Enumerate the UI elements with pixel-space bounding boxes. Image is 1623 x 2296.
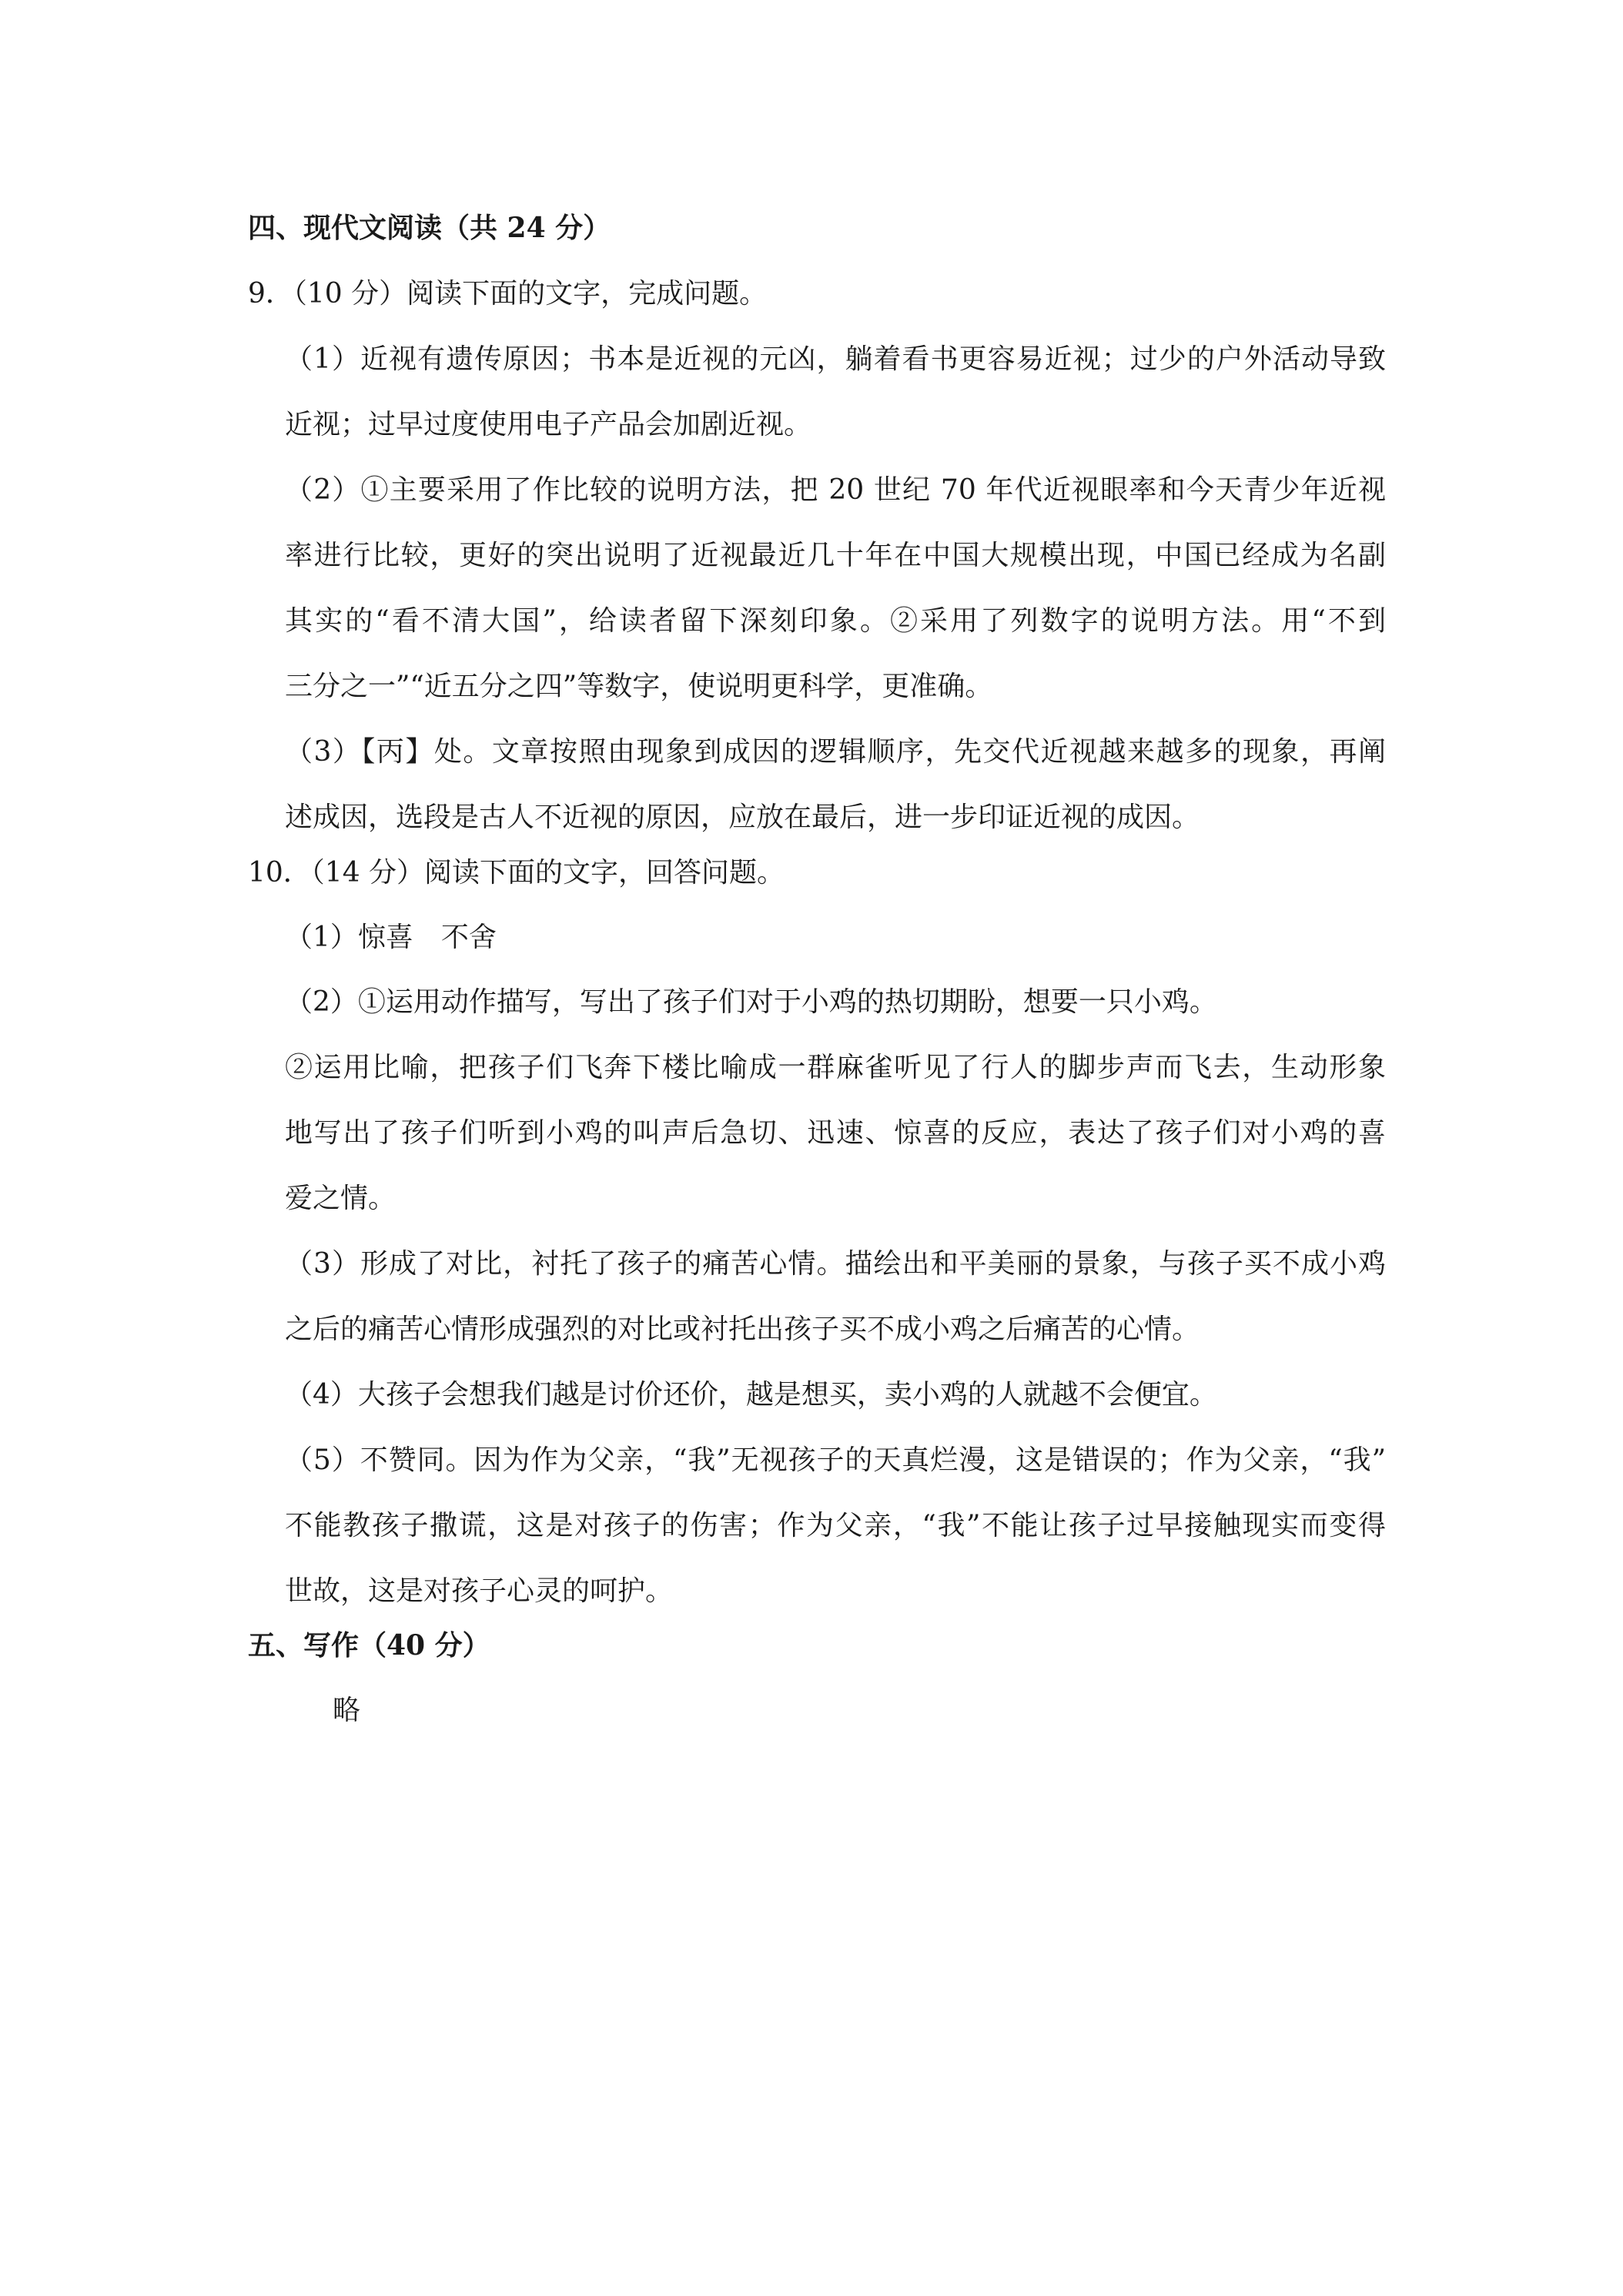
q10-answer-4-line-1: （4）大孩子会想我们越是讨价还价，越是想买，卖小鸡的人就越不会便宜。 bbox=[285, 1379, 1217, 1411]
q9-answer-1-line-1: （1）近视有遗传原因；书本是近视的元凶，躺着看书更容易近视；过少的户外活动导致 bbox=[285, 343, 1386, 375]
q10-answer-2-line-1: （2）①运用动作描写，写出了孩子们对于小鸡的热切期盼，想要一只小鸡。 bbox=[285, 986, 1217, 1018]
section-heading-writing: 五、写作（40 分） bbox=[248, 1629, 490, 1662]
q9-answer-2-line-2: 率进行比较，更好的突出说明了近视最近几十年在中国大规模出现，中国已经成为名副 bbox=[285, 540, 1386, 571]
q10-answer-5-line-2: 不能教孩子撒谎，这是对孩子的伤害；作为父亲，“我”不能让孩子过早接触现实而变得 bbox=[285, 1510, 1386, 1541]
q9-answer-2-line-4: 三分之一”“近五分之四”等数字，使说明更科学，更准确。 bbox=[285, 671, 993, 702]
q10-answer-5-line-1: （5）不赞同。因为作为父亲，“我”无视孩子的天真烂漫，这是错误的；作为父亲，“我” bbox=[285, 1444, 1386, 1476]
question-9-title: 9．（10 分）阅读下面的文字，完成问题。 bbox=[248, 278, 768, 310]
q9-answer-2-line-3: 其实的“看不清大国”，给读者留下深刻印象。②采用了列数字的说明方法。用“不到 bbox=[285, 605, 1386, 637]
q10-answer-2-line-3: 地写出了孩子们听到小鸡的叫声后急切、迅速、惊喜的反应，表达了孩子们对小鸡的喜 bbox=[285, 1117, 1386, 1149]
q10-answer-3-line-2: 之后的痛苦心情形成强烈的对比或衬托出孩子买不成小鸡之后痛苦的心情。 bbox=[285, 1314, 1200, 1345]
q9-answer-3-line-2: 述成因，选段是古人不近视的原因，应放在最后，进一步印证近视的成因。 bbox=[285, 802, 1200, 833]
q9-answer-3-line-1: （3）【丙】处。文章按照由现象到成因的逻辑顺序，先交代近视越来越多的现象，再阐 bbox=[285, 736, 1386, 768]
q9-answer-1-line-2: 近视；过早过度使用电子产品会加剧近视。 bbox=[285, 409, 812, 440]
writing-body: 略 bbox=[333, 1695, 361, 1726]
q10-answer-1-line-1: （1）惊喜 不舍 bbox=[285, 922, 497, 953]
section-heading-modern-reading: 四、现代文阅读（共 24 分） bbox=[248, 212, 611, 244]
q9-answer-2-line-1: （2）①主要采用了作比较的说明方法，把 20 世纪 70 年代近视眼率和今天青少年近视 bbox=[285, 474, 1386, 506]
q10-answer-2-line-2: ②运用比喻，把孩子们飞奔下楼比喻成一群麻雀听见了行人的脚步声而飞去，生动形象 bbox=[285, 1052, 1386, 1083]
question-10-title: 10．（14 分）阅读下面的文字，回答问题。 bbox=[248, 857, 785, 889]
q10-answer-5-line-3: 世故，这是对孩子心灵的呵护。 bbox=[285, 1575, 674, 1607]
q10-answer-3-line-1: （3）形成了对比，衬托了孩子的痛苦心情。描绘出和平美丽的景象，与孩子买不成小鸡 bbox=[285, 1248, 1386, 1280]
q10-answer-2-line-4: 爱之情。 bbox=[285, 1183, 397, 1214]
